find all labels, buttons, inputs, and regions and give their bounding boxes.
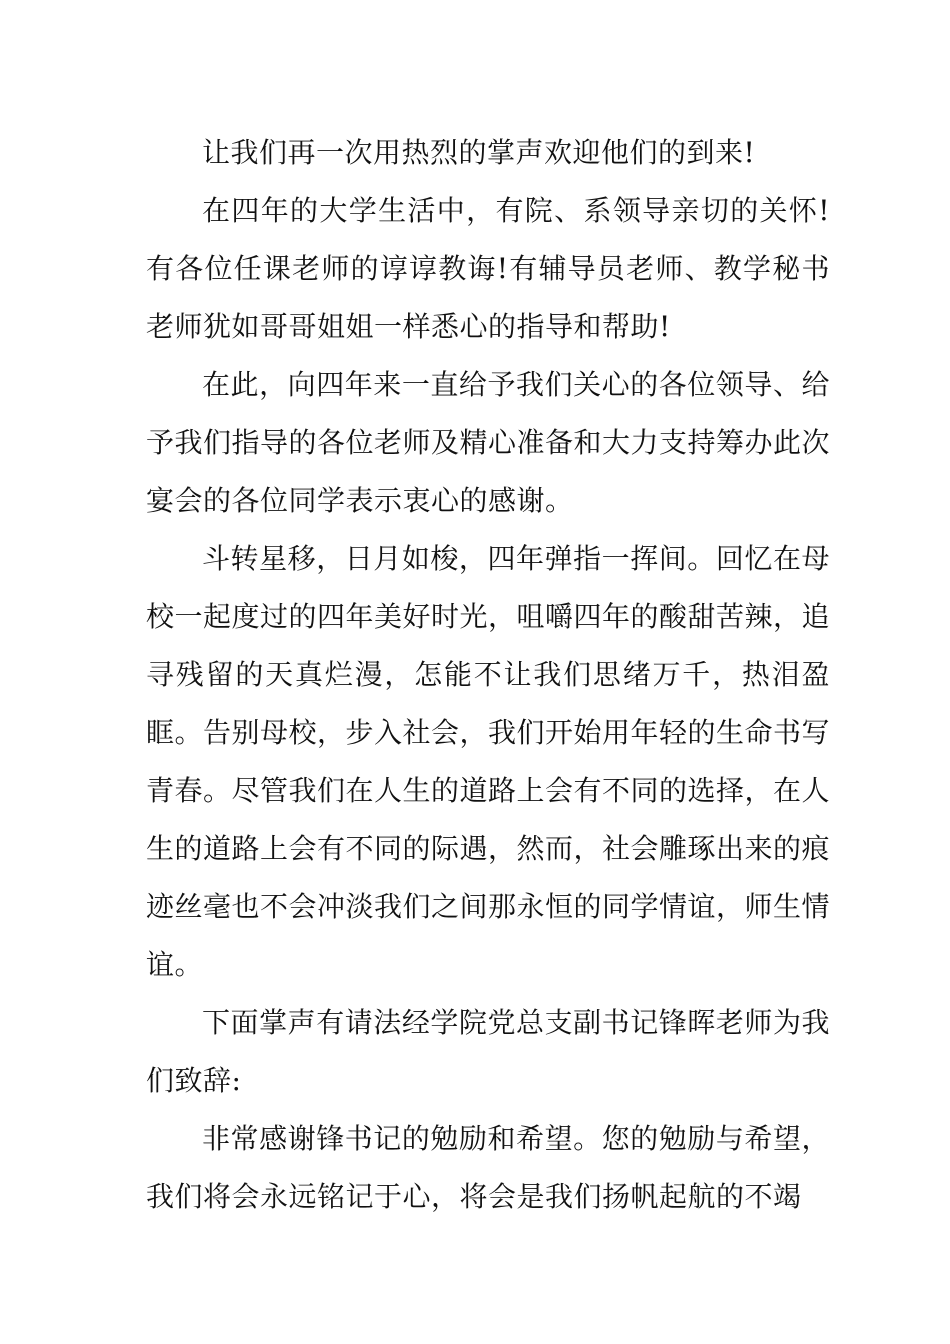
paragraph-thanks: 在此，向四年来一直给予我们关心的各位领导、给予我们指导的各位老师及精心准备和大力支持筹办此次宴会的各位同学表示衷心的感谢。	[146, 368, 831, 517]
document-body	[146, 124, 830, 1226]
paragraph-memories: 斗转星移，日月如梭，四年弹指一挥间。回忆在母校一起度过的四年美好时光，咀嚼四年的酸甜苦辣，追寻残留的天真烂漫，怎能不让我们思绪万千，热泪盈眶。告别母校，步入社会，我们开始用年轻的生命书写青春。尽管我们在人生的道路上会有不同的选择，在人生的道路上会有不同的际遇，然而，社会雕琢出来的痕迹丝毫也不会冲淡我们之间那永恒的同学情谊，师生情谊。	[146, 542, 831, 981]
paragraph-invite-speech: 下面掌声有请法经学院党总支副书记锋晖老师为我们致辞:	[146, 1006, 830, 1097]
paragraph-gratitude: 非常感谢锋书记的勉励和希望。您的勉励与希望，我们将会永远铭记于心，将会是我们扬帆起航的不竭	[146, 1122, 830, 1213]
paragraph-university-life: 在四年的大学生活中，有院、系领导亲切的关怀!有各位任课老师的谆谆教诲!有辅导员老师、教学秘书老师犹如哥哥姐姐一样悉心的指导和帮助!	[146, 194, 830, 343]
paragraph-welcome: 让我们再一次用热烈的掌声欢迎他们的到来!	[202, 136, 756, 169]
